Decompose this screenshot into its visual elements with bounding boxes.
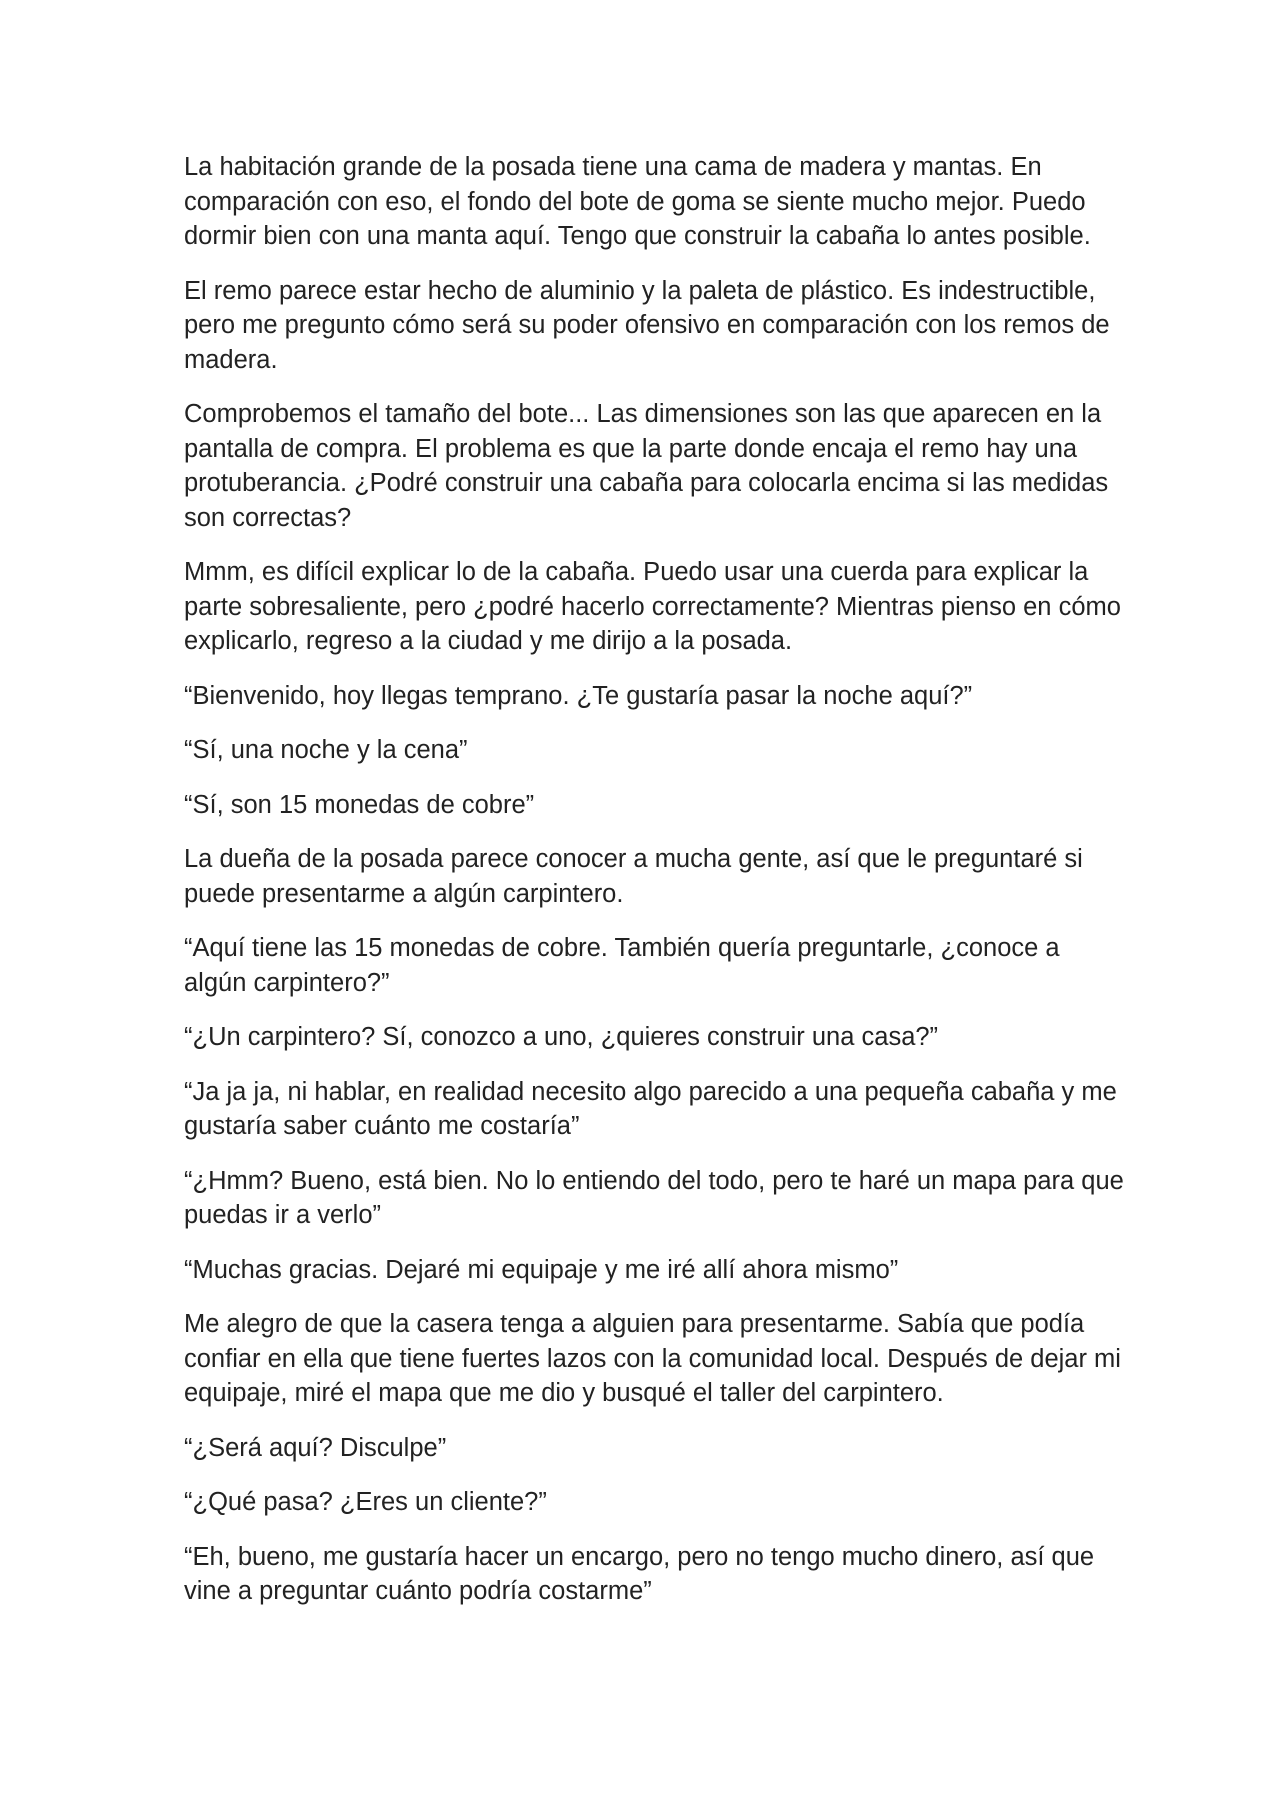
paragraph-13: “Muchas gracias. Dejaré mi equipaje y me iré allí ahora mismo” — [184, 1255, 899, 1284]
paragraph-8: La dueña de la posada parece conocer a mucha gente, así que le preguntaré si puede presentarme a algún carpintero. — [184, 845, 1083, 908]
paragraph-4: Mmm, es difícil explicar lo de la cabaña. Puedo usar una cuerda para explicar la parte sobresaliente, pero ¿podré hacerlo correctamente? Mientras pienso en cómo explicarlo, regreso a la ciudad y me dirijo a la posada. — [184, 558, 1121, 655]
paragraph-15: “¿Será aquí? Disculpe” — [184, 1433, 447, 1462]
paragraph-1: La habitación grande de la posada tiene una cama de madera y mantas. En comparación con eso, el fondo del bote de goma se siente mucho mejor. Puedo dormir bien con una manta aquí. Tengo que construir la cabaña lo antes posible. — [184, 153, 1091, 250]
paragraph-12: “¿Hmm? Bueno, está bien. No lo entiendo del todo, pero te haré un mapa para que puedas ir a verlo” — [184, 1166, 1124, 1229]
paragraph-16: “¿Qué pasa? ¿Eres un cliente?” — [184, 1488, 547, 1516]
paragraph-7: “Sí, son 15 monedas de cobre” — [184, 790, 535, 819]
document-body — [184, 150, 1124, 1629]
paragraph-10: “¿Un carpintero? Sí, conozco a uno, ¿quieres construir una casa?” — [184, 1023, 939, 1051]
paragraph-17: “Eh, bueno, me gustaría hacer un encargo, pero no tengo mucho dinero, así que vine a preguntar cuánto podría costarme” — [184, 1542, 1095, 1605]
paragraph-11: “Ja ja ja, ni hablar, en realidad necesito algo parecido a una pequeña cabaña y me gustaría saber cuánto me costaría” — [184, 1077, 1117, 1140]
paragraph-3: Comprobemos el tamaño del bote... Las dimensiones son las que aparecen en la pantalla de compra. El problema es que la parte donde encaja el remo hay una protuberancia. ¿Podré construir una cabaña para colocarla encima si las medidas son correctas? — [184, 400, 1109, 532]
paragraph-5: “Bienvenido, hoy llegas temprano. ¿Te gustaría pasar la noche aquí?” — [184, 681, 973, 710]
paragraph-9: “Aquí tiene las 15 monedas de cobre. También quería preguntarle, ¿conoce a algún carpintero?” — [184, 934, 1060, 997]
paragraph-14: Me alegro de que la casera tenga a alguien para presentarme. Sabía que podía confiar en ella que tiene fuertes lazos con la comunidad local. Después de dejar mi equipaje, miré el mapa que me dio y busqué el taller del carpintero. — [184, 1310, 1121, 1407]
paragraph-6: “Sí, una noche y la cena” — [184, 736, 468, 764]
paragraph-2: El remo parece estar hecho de aluminio y la paleta de plástico. Es indestructible, pero me pregunto cómo será su poder ofensivo en comparación con los remos de madera. — [184, 276, 1110, 374]
